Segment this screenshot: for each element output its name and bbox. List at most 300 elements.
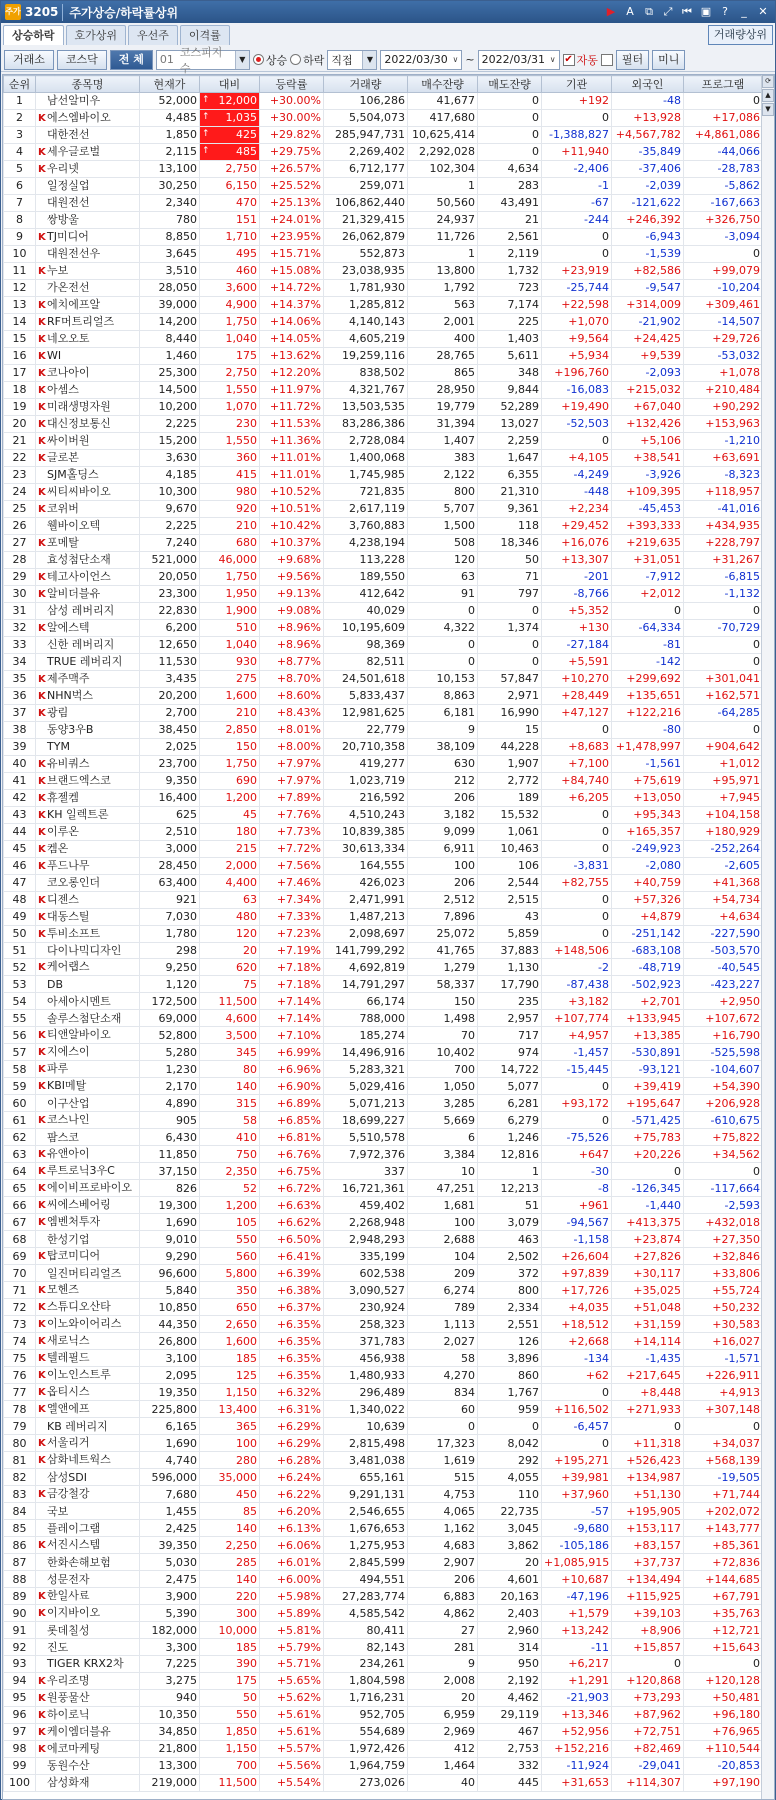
stock-name-cell[interactable] bbox=[36, 1418, 140, 1435]
table-row[interactable] bbox=[4, 126, 763, 143]
price-cell: 826 bbox=[140, 1180, 200, 1197]
change-cell: 58 bbox=[200, 1112, 260, 1129]
stock-name-cell[interactable] bbox=[36, 568, 140, 585]
column-header[interactable]: 매도잔량 bbox=[478, 76, 542, 93]
table-row[interactable] bbox=[4, 534, 763, 551]
radio-up[interactable] bbox=[253, 52, 287, 68]
change-cell: 13,400 bbox=[200, 1401, 260, 1418]
stock-name-cell[interactable] bbox=[36, 1554, 140, 1571]
stock-name-cell[interactable] bbox=[36, 976, 140, 993]
volume-cell: 216,592 bbox=[324, 789, 408, 806]
stock-name-cell[interactable] bbox=[36, 704, 140, 721]
table-row[interactable] bbox=[4, 925, 763, 942]
table-row[interactable] bbox=[4, 1010, 763, 1027]
stock-name-cell[interactable] bbox=[36, 483, 140, 500]
link-icon[interactable]: ⧉ bbox=[645, 5, 653, 18]
stock-name-cell[interactable] bbox=[36, 789, 140, 806]
stock-name-cell[interactable] bbox=[36, 1027, 140, 1044]
stock-name-cell[interactable] bbox=[36, 602, 140, 619]
stock-name-cell[interactable] bbox=[36, 942, 140, 959]
column-header[interactable]: 등락률 bbox=[260, 76, 324, 93]
stock-name-cell[interactable] bbox=[36, 1129, 140, 1146]
stock-name-cell[interactable] bbox=[36, 381, 140, 398]
stock-name: 한성기업 bbox=[47, 1232, 90, 1246]
table-row[interactable] bbox=[4, 840, 763, 857]
stock-name-cell[interactable] bbox=[36, 398, 140, 415]
table-row[interactable] bbox=[4, 1061, 763, 1078]
stock-name-cell[interactable] bbox=[36, 1248, 140, 1265]
table-row[interactable] bbox=[4, 1214, 763, 1231]
table-row[interactable] bbox=[4, 177, 763, 194]
institution-cell: -3,831 bbox=[542, 857, 612, 874]
table-row[interactable] bbox=[4, 262, 763, 279]
stock-name-cell[interactable] bbox=[36, 1639, 140, 1656]
minimize-icon[interactable]: _ bbox=[741, 5, 747, 18]
table-row[interactable] bbox=[4, 1571, 763, 1588]
change-cell: 185 bbox=[200, 1639, 260, 1656]
stock-name-cell[interactable] bbox=[36, 738, 140, 755]
mini-button[interactable]: 미니 bbox=[652, 50, 685, 70]
table-row[interactable] bbox=[4, 1197, 763, 1214]
column-header[interactable]: 매수잔량 bbox=[408, 76, 478, 93]
stock-name: 팜스코 bbox=[47, 1130, 79, 1144]
scroll-refresh-icon[interactable]: ⟳ bbox=[762, 75, 774, 88]
stock-name-cell[interactable] bbox=[36, 228, 140, 245]
kosdaq-mark: K bbox=[38, 1370, 46, 1382]
ask-remain-cell: 0 bbox=[478, 143, 542, 160]
stock-name-cell[interactable] bbox=[36, 1537, 140, 1554]
table-row[interactable] bbox=[4, 1299, 763, 1316]
change-rate-cell: +6.99% bbox=[260, 1044, 324, 1061]
table-row[interactable] bbox=[4, 1672, 763, 1689]
volume-cell: 185,274 bbox=[324, 1027, 408, 1044]
table-row[interactable] bbox=[4, 109, 763, 126]
table-row[interactable] bbox=[4, 1723, 763, 1740]
table-row[interactable] bbox=[4, 1706, 763, 1723]
radio-down[interactable] bbox=[290, 52, 324, 68]
price-cell: 14,500 bbox=[140, 381, 200, 398]
stock-name-cell[interactable] bbox=[36, 1435, 140, 1452]
program-cell: +63,691 bbox=[684, 449, 763, 466]
table-row[interactable] bbox=[4, 1554, 763, 1571]
stock-name-cell[interactable] bbox=[36, 109, 140, 126]
table-row[interactable] bbox=[4, 1333, 763, 1350]
stock-name-cell[interactable] bbox=[36, 1061, 140, 1078]
stock-name-cell[interactable] bbox=[36, 1112, 140, 1129]
table-row[interactable] bbox=[4, 806, 763, 823]
stock-name-cell[interactable] bbox=[36, 670, 140, 687]
index-select[interactable] bbox=[156, 45, 250, 75]
table-row[interactable] bbox=[4, 517, 763, 534]
table-row[interactable] bbox=[4, 1435, 763, 1452]
stock-name-cell[interactable] bbox=[36, 160, 140, 177]
table-row[interactable] bbox=[4, 1044, 763, 1061]
close-icon[interactable]: ✕ bbox=[758, 5, 768, 18]
stock-name-cell[interactable] bbox=[36, 211, 140, 228]
stock-name-cell[interactable] bbox=[36, 1333, 140, 1350]
table-row[interactable] bbox=[4, 381, 763, 398]
stock-name-cell[interactable] bbox=[36, 619, 140, 636]
rank-cell: 29 bbox=[4, 568, 36, 585]
table-row[interactable] bbox=[4, 653, 763, 670]
stock-name-cell[interactable] bbox=[36, 1706, 140, 1723]
stock-name-cell[interactable] bbox=[36, 534, 140, 551]
column-header[interactable]: 외국인 bbox=[612, 76, 684, 93]
table-row[interactable] bbox=[4, 823, 763, 840]
table-row[interactable] bbox=[4, 1689, 763, 1706]
table-row[interactable] bbox=[4, 1639, 763, 1656]
table-row[interactable] bbox=[4, 279, 763, 296]
table-row[interactable] bbox=[4, 704, 763, 721]
volume-top-button[interactable]: 거래량상위 bbox=[708, 25, 773, 45]
table-row[interactable] bbox=[4, 1520, 763, 1537]
bid-remain-cell: 1,050 bbox=[408, 1078, 478, 1095]
stock-name-cell[interactable] bbox=[36, 432, 140, 449]
stock-name-cell[interactable] bbox=[36, 245, 140, 262]
tab-rise-fall[interactable]: 상승하락 bbox=[3, 25, 64, 45]
stock-name: 씨에스베어링 bbox=[47, 1198, 111, 1212]
stock-name-cell[interactable] bbox=[36, 364, 140, 381]
column-header[interactable]: 거래량 bbox=[324, 76, 408, 93]
table-row[interactable] bbox=[4, 1469, 763, 1486]
table-row[interactable] bbox=[4, 1418, 763, 1435]
stock-name-cell[interactable] bbox=[36, 1689, 140, 1706]
table-row[interactable] bbox=[4, 432, 763, 449]
stock-name-cell[interactable] bbox=[36, 1078, 140, 1095]
stock-name-cell[interactable] bbox=[36, 1672, 140, 1689]
column-header[interactable]: 순위 bbox=[4, 76, 36, 93]
stock-name-cell[interactable] bbox=[36, 347, 140, 364]
stock-name-cell[interactable] bbox=[36, 636, 140, 653]
stock-name-cell[interactable] bbox=[36, 1044, 140, 1061]
table-row[interactable] bbox=[4, 721, 763, 738]
program-cell: +4,861,086 bbox=[684, 126, 763, 143]
table-row[interactable] bbox=[4, 891, 763, 908]
stock-name-cell[interactable] bbox=[36, 823, 140, 840]
table-row[interactable] bbox=[4, 619, 763, 636]
table-row[interactable] bbox=[4, 245, 763, 262]
table-row[interactable] bbox=[4, 483, 763, 500]
stock-name-cell[interactable] bbox=[36, 1757, 140, 1774]
date-range-separator: ~ bbox=[465, 53, 475, 66]
help-icon[interactable]: ? bbox=[722, 5, 728, 18]
stock-name-cell[interactable] bbox=[36, 857, 140, 874]
stock-name-cell[interactable] bbox=[36, 993, 140, 1010]
table-row[interactable] bbox=[4, 313, 763, 330]
change-rate-cell: +6.31% bbox=[260, 1401, 324, 1418]
table-row[interactable] bbox=[4, 500, 763, 517]
bid-remain-cell: 630 bbox=[408, 755, 478, 772]
stock-name: 아셈스 bbox=[47, 382, 79, 396]
table-row[interactable] bbox=[4, 1146, 763, 1163]
tab-preferred[interactable]: 우선주 bbox=[128, 25, 178, 45]
table-row[interactable] bbox=[4, 398, 763, 415]
table-row[interactable] bbox=[4, 1486, 763, 1503]
stock-name-cell[interactable] bbox=[36, 1452, 140, 1469]
stock-name-cell[interactable] bbox=[36, 891, 140, 908]
stock-name-cell[interactable] bbox=[36, 1740, 140, 1757]
table-row[interactable] bbox=[4, 1129, 763, 1146]
table-row[interactable] bbox=[4, 874, 763, 891]
stock-name-cell[interactable] bbox=[36, 772, 140, 789]
table-row[interactable] bbox=[4, 194, 763, 211]
mode-select[interactable] bbox=[327, 50, 377, 70]
stock-name-cell[interactable] bbox=[36, 415, 140, 432]
table-row[interactable] bbox=[4, 449, 763, 466]
resize-icon[interactable]: ⤢ bbox=[663, 5, 673, 18]
table-row[interactable] bbox=[4, 738, 763, 755]
stock-name-cell[interactable] bbox=[36, 1316, 140, 1333]
price-cell: 6,430 bbox=[140, 1129, 200, 1146]
table-row[interactable] bbox=[4, 1180, 763, 1197]
stock-name-cell[interactable] bbox=[36, 874, 140, 891]
table-row[interactable] bbox=[4, 330, 763, 347]
table-row[interactable] bbox=[4, 1265, 763, 1282]
rank-cell: 2 bbox=[4, 109, 36, 126]
table-row[interactable] bbox=[4, 1027, 763, 1044]
table-row[interactable] bbox=[4, 1503, 763, 1520]
table-row[interactable] bbox=[4, 1384, 763, 1401]
table-row[interactable] bbox=[4, 296, 763, 313]
stock-name-cell[interactable] bbox=[36, 653, 140, 670]
scroll-down-icon[interactable]: ▼ bbox=[762, 103, 774, 116]
stock-name-cell[interactable] bbox=[36, 721, 140, 738]
table-row[interactable] bbox=[4, 1774, 763, 1791]
stock-name-cell[interactable] bbox=[36, 1214, 140, 1231]
table-row[interactable] bbox=[4, 755, 763, 772]
stock-name-cell[interactable] bbox=[36, 551, 140, 568]
scroll-up-icon[interactable]: ▲ bbox=[762, 89, 774, 102]
table-row[interactable] bbox=[4, 551, 763, 568]
stock-name-cell[interactable] bbox=[36, 262, 140, 279]
stock-name-cell[interactable] bbox=[36, 1095, 140, 1112]
play-icon[interactable]: ▶ bbox=[606, 5, 616, 18]
rank-cell: 64 bbox=[4, 1163, 36, 1180]
auto-checkbox[interactable] bbox=[563, 52, 598, 68]
stock-name-cell[interactable] bbox=[36, 925, 140, 942]
stock-name-cell[interactable] bbox=[36, 840, 140, 857]
table-row[interactable] bbox=[4, 466, 763, 483]
table-row[interactable] bbox=[4, 415, 763, 432]
market-kospi-button[interactable]: 거래소 bbox=[4, 50, 54, 70]
table-row[interactable] bbox=[4, 1656, 763, 1673]
stock-name-cell[interactable] bbox=[36, 687, 140, 704]
stock-name-cell[interactable] bbox=[36, 1469, 140, 1486]
market-kosdaq-button[interactable]: 코스닥 bbox=[57, 50, 107, 70]
program-cell: +143,777 bbox=[684, 1520, 763, 1537]
table-row[interactable] bbox=[4, 976, 763, 993]
table-row[interactable] bbox=[4, 789, 763, 806]
ask-remain-cell: 15,532 bbox=[478, 806, 542, 823]
change-rate-cell: +8.01% bbox=[260, 721, 324, 738]
stock-name-cell[interactable] bbox=[36, 500, 140, 517]
stock-name-cell[interactable] bbox=[36, 1588, 140, 1605]
change-rate-cell: +6.24% bbox=[260, 1469, 324, 1486]
tab-disparity[interactable]: 이격률 bbox=[180, 25, 230, 45]
column-header[interactable]: 프로그램 bbox=[684, 76, 763, 93]
tab-quote-top[interactable]: 호가상위 bbox=[66, 25, 127, 45]
stock-name: 제주맥주 bbox=[47, 671, 90, 685]
stock-name-cell[interactable] bbox=[36, 959, 140, 976]
ask-remain-cell: 5,859 bbox=[478, 925, 542, 942]
stock-name-cell[interactable] bbox=[36, 1486, 140, 1503]
stock-name-cell[interactable] bbox=[36, 908, 140, 925]
table-row[interactable] bbox=[4, 1095, 763, 1112]
stock-name-cell[interactable] bbox=[36, 585, 140, 602]
stock-name-cell[interactable] bbox=[36, 1010, 140, 1027]
table-row[interactable] bbox=[4, 568, 763, 585]
table-row[interactable] bbox=[4, 1248, 763, 1265]
program-cell: -14,507 bbox=[684, 313, 763, 330]
volume-cell: 335,199 bbox=[324, 1248, 408, 1265]
change-rate-cell: +8.96% bbox=[260, 619, 324, 636]
table-row[interactable] bbox=[4, 857, 763, 874]
stock-name-cell[interactable] bbox=[36, 1605, 140, 1622]
table-row[interactable] bbox=[4, 1537, 763, 1554]
table-row[interactable] bbox=[4, 1350, 763, 1367]
bid-remain-cell: 6,959 bbox=[408, 1706, 478, 1723]
change-rate-cell: +8.70% bbox=[260, 670, 324, 687]
table-row[interactable] bbox=[4, 959, 763, 976]
table-row[interactable] bbox=[4, 670, 763, 687]
table-row[interactable] bbox=[4, 1452, 763, 1469]
stock-name-cell[interactable] bbox=[36, 1282, 140, 1299]
table-row[interactable] bbox=[4, 1163, 763, 1180]
institution-cell: +39,981 bbox=[542, 1469, 612, 1486]
table-row[interactable] bbox=[4, 1622, 763, 1639]
filter-checkbox[interactable] bbox=[601, 54, 613, 66]
stock-name-cell[interactable] bbox=[36, 93, 140, 110]
table-row[interactable] bbox=[4, 1605, 763, 1622]
change-cell: 175 bbox=[200, 1672, 260, 1689]
stock-name-cell[interactable] bbox=[36, 1401, 140, 1418]
stock-name-cell[interactable] bbox=[36, 313, 140, 330]
stock-name-cell[interactable] bbox=[36, 1622, 140, 1639]
stock-name-cell[interactable] bbox=[36, 1520, 140, 1537]
first-icon[interactable]: ⏮ bbox=[682, 5, 692, 18]
table-row[interactable] bbox=[4, 585, 763, 602]
institution-cell: -94,567 bbox=[542, 1214, 612, 1231]
stock-name-cell[interactable] bbox=[36, 1367, 140, 1384]
table-row[interactable] bbox=[4, 143, 763, 160]
table-row[interactable] bbox=[4, 772, 763, 789]
table-row[interactable] bbox=[4, 1231, 763, 1248]
rank-cell: 38 bbox=[4, 721, 36, 738]
stock-name-cell[interactable] bbox=[36, 755, 140, 772]
table-row[interactable] bbox=[4, 93, 763, 110]
volume-cell: 788,000 bbox=[324, 1010, 408, 1027]
stock-name-cell[interactable] bbox=[36, 143, 140, 160]
vertical-scrollbar[interactable] bbox=[761, 75, 774, 1799]
column-header[interactable]: 종목명 bbox=[36, 76, 140, 93]
stock-name-cell[interactable] bbox=[36, 806, 140, 823]
date-to-input[interactable] bbox=[478, 50, 560, 70]
filter-button[interactable]: 필터 bbox=[616, 50, 649, 70]
table-row[interactable] bbox=[4, 1757, 763, 1774]
stock-name-cell[interactable] bbox=[36, 1163, 140, 1180]
foreign-cell: -571,425 bbox=[612, 1112, 684, 1129]
table-row[interactable] bbox=[4, 942, 763, 959]
table-row[interactable] bbox=[4, 1316, 763, 1333]
change-cell: 100 bbox=[200, 1435, 260, 1452]
stock-name-cell[interactable] bbox=[36, 449, 140, 466]
stock-name-cell[interactable] bbox=[36, 279, 140, 296]
table-row[interactable] bbox=[4, 1401, 763, 1418]
stock-name-cell[interactable] bbox=[36, 1180, 140, 1197]
kosdaq-mark: K bbox=[38, 401, 46, 413]
stock-name-cell[interactable] bbox=[36, 1384, 140, 1401]
stock-name-cell[interactable] bbox=[36, 1723, 140, 1740]
column-header[interactable]: 대비 bbox=[200, 76, 260, 93]
stock-name-cell[interactable] bbox=[36, 1197, 140, 1214]
program-cell: +97,190 bbox=[684, 1774, 763, 1791]
column-header[interactable]: 현재가 bbox=[140, 76, 200, 93]
stock-name-cell[interactable] bbox=[36, 1656, 140, 1673]
stock-name-cell[interactable] bbox=[36, 1231, 140, 1248]
bid-remain-cell: 58,337 bbox=[408, 976, 478, 993]
stock-name-cell[interactable] bbox=[36, 466, 140, 483]
stock-name-cell[interactable] bbox=[36, 1350, 140, 1367]
table-row[interactable] bbox=[4, 636, 763, 653]
table-row[interactable] bbox=[4, 347, 763, 364]
table-row[interactable] bbox=[4, 211, 763, 228]
save-icon[interactable]: ▣ bbox=[700, 5, 712, 18]
table-row[interactable] bbox=[4, 602, 763, 619]
table-row[interactable] bbox=[4, 228, 763, 245]
stock-name-cell[interactable] bbox=[36, 1299, 140, 1316]
change-rate-cell: +6.29% bbox=[260, 1418, 324, 1435]
table-row[interactable] bbox=[4, 1282, 763, 1299]
stock-name-cell[interactable] bbox=[36, 1503, 140, 1520]
text-icon[interactable]: A bbox=[626, 5, 634, 18]
table-row[interactable] bbox=[4, 993, 763, 1010]
table-row[interactable] bbox=[4, 1078, 763, 1095]
stock-name-cell[interactable] bbox=[36, 1571, 140, 1588]
table-row[interactable] bbox=[4, 1588, 763, 1605]
volume-cell: 1,400,068 bbox=[324, 449, 408, 466]
market-all-button[interactable]: 전 체 bbox=[110, 50, 153, 70]
stock-name-cell[interactable] bbox=[36, 517, 140, 534]
stock-name-cell[interactable] bbox=[36, 177, 140, 194]
stock-name: 한화손해보험 bbox=[47, 1555, 111, 1569]
institution-cell: +5,591 bbox=[542, 653, 612, 670]
date-from-input[interactable] bbox=[380, 50, 462, 70]
table-row[interactable] bbox=[4, 160, 763, 177]
rank-cell: 85 bbox=[4, 1520, 36, 1537]
table-row[interactable] bbox=[4, 908, 763, 925]
bid-remain-cell: 1,464 bbox=[408, 1757, 478, 1774]
stock-name-cell[interactable] bbox=[36, 126, 140, 143]
stock-name-cell[interactable] bbox=[36, 194, 140, 211]
foreign-cell: +82,469 bbox=[612, 1740, 684, 1757]
kosdaq-mark: K bbox=[38, 1608, 46, 1620]
table-row[interactable] bbox=[4, 1367, 763, 1384]
price-cell: 34,850 bbox=[140, 1723, 200, 1740]
stock-name-cell[interactable] bbox=[36, 1265, 140, 1282]
stock-name-cell[interactable] bbox=[36, 296, 140, 313]
column-header[interactable]: 기관 bbox=[542, 76, 612, 93]
stock-name-cell[interactable] bbox=[36, 330, 140, 347]
volume-cell: 2,845,599 bbox=[324, 1554, 408, 1571]
table-row[interactable] bbox=[4, 364, 763, 381]
table-row[interactable] bbox=[4, 1740, 763, 1757]
institution-cell: +6,205 bbox=[542, 789, 612, 806]
stock-name-cell[interactable] bbox=[36, 1774, 140, 1791]
volume-cell: 296,489 bbox=[324, 1384, 408, 1401]
table-row[interactable] bbox=[4, 687, 763, 704]
table-row[interactable] bbox=[4, 1112, 763, 1129]
stock-name-cell[interactable] bbox=[36, 1146, 140, 1163]
